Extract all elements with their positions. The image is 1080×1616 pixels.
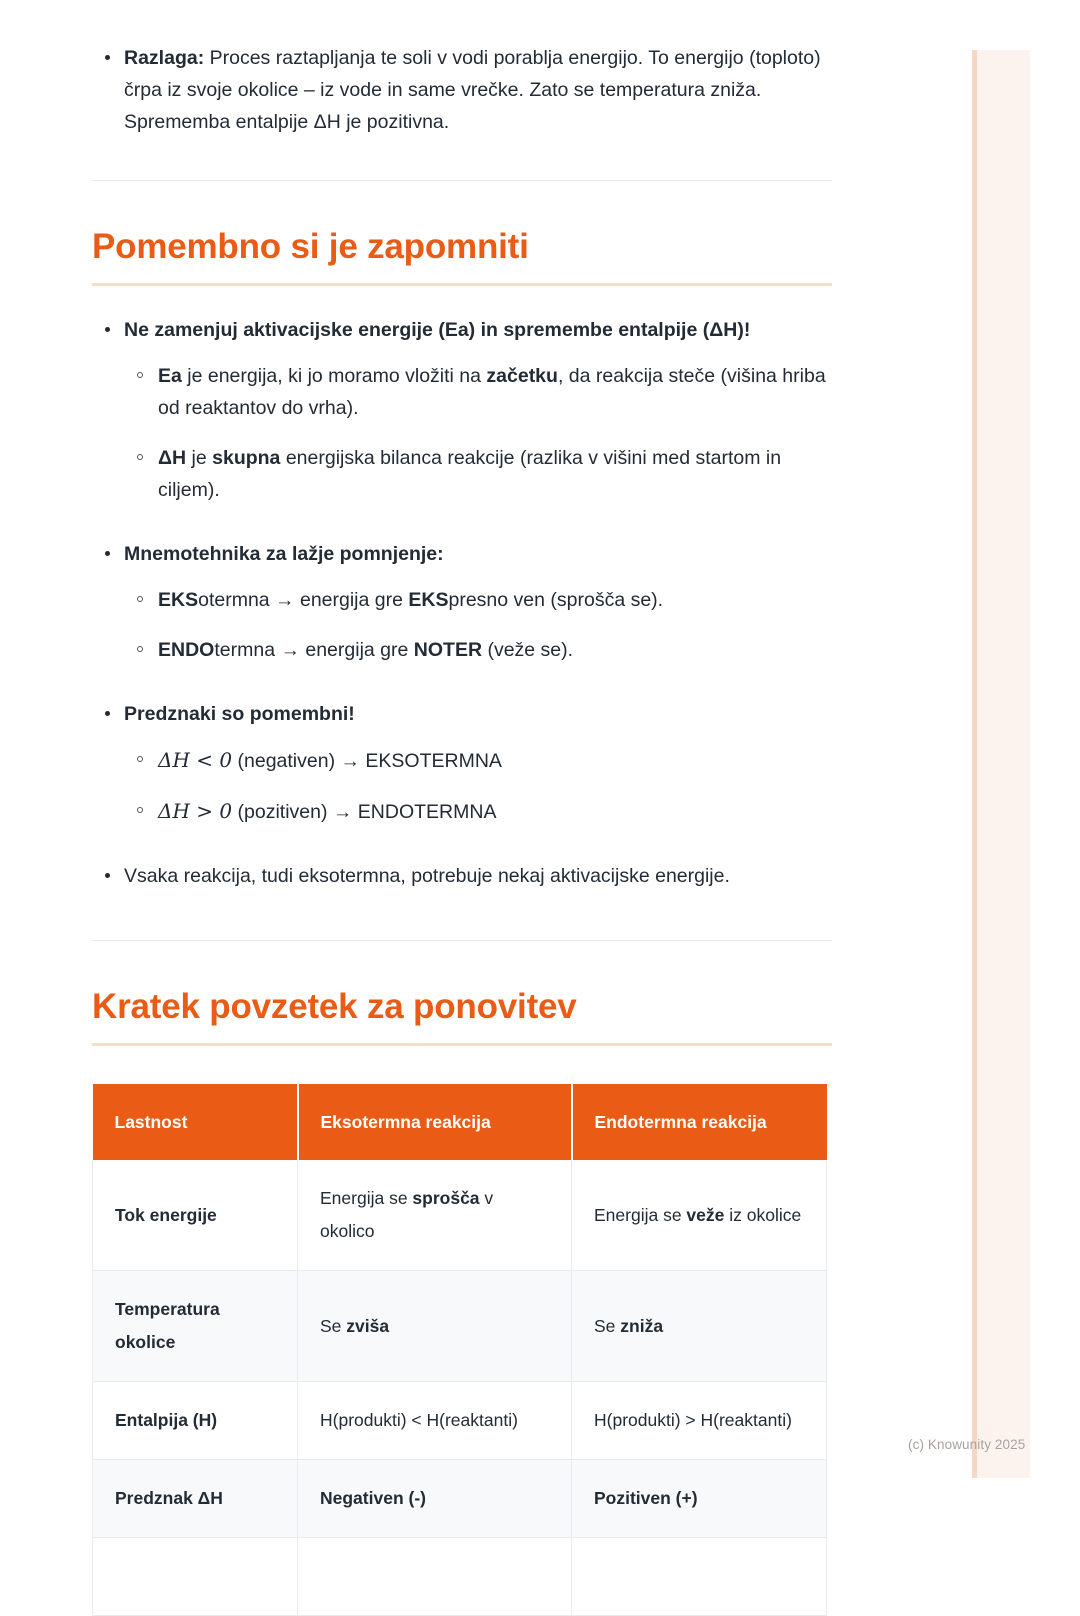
math-operator: < 0 [189,748,233,772]
table-body [93,1160,827,1616]
list-item [92,860,832,892]
intro-bullet-body: Proces raztapljanja te soli v vodi porablja energijo. To energijo (toploto) črpa iz svoje okolice – iz vode in same vrečke. Zato se temperatura zniža. Sprememba entalpije ΔH je pozitivna. [124,47,821,133]
cell-exothermic [298,1271,572,1382]
remember-sublist-2 [124,744,832,828]
cell-text-pre: Se [594,1315,621,1336]
table-row [93,1160,827,1271]
list-item [124,795,832,828]
cell-property: Temperatura okolice [93,1271,298,1382]
cell-property [93,1538,298,1616]
remember-sublist-0 [124,360,832,506]
summary-table [92,1084,827,1616]
column-header-property: Lastnost [93,1084,298,1160]
cell-text-bold: zniža [620,1315,664,1336]
table-header-row [93,1084,827,1160]
sub-bold-lead: Ea [158,365,182,387]
math-tail: (negativen) → EKSOTERMNA [232,750,502,772]
intro-bullet-text [124,47,821,133]
sub-item-text [158,589,663,611]
cell-exothermic [298,1538,572,1616]
cell-text-pre: Energija se [594,1204,687,1225]
cell-endothermic: Pozitiven (+) [572,1460,827,1538]
cell-property: Predznak ΔH [93,1460,298,1538]
sub-tail: , da reakcija steče (višina hriba od reaktantov do vrha). [158,365,826,419]
cell-text-bold: sprošča [412,1188,480,1208]
list-item [92,698,832,828]
sub-bold-mid: skupna [212,447,281,469]
math-symbol: ΔH [158,748,190,772]
remember-item-2-lead: Predznaki so pomembni! [124,703,355,725]
list-item [124,584,832,616]
sub-bold-mid: začetku [486,365,558,387]
list-item [124,744,832,777]
column-header-endothermic: Endotermna reakcija [572,1084,827,1160]
cell-text-bold: zviša [346,1315,390,1336]
table-row [93,1271,827,1382]
sub-item-text [158,447,781,501]
math-symbol: ΔH [158,799,190,823]
cell-endothermic [572,1538,827,1616]
math-tail: (pozitiven) → ENDOTERMNA [232,801,497,823]
sub-item-text [158,365,826,419]
list-item [124,360,832,424]
sub-mid: termna → energija gre [214,639,414,661]
cell-property: Tok energije [93,1160,298,1271]
table-row [93,1382,827,1460]
sub-bold-lead: EKS [158,589,199,611]
remember-list [92,314,832,892]
page-edge-strip [972,50,1030,1478]
remember-item-0-lead: Ne zamenjuj aktivacijske energije (Ea) in spremembe entalpije (ΔH)! [124,319,751,341]
cell-endothermic [572,1271,827,1382]
cell-text-pre: Se [320,1315,347,1336]
cell-text-post: v okolico [320,1188,494,1241]
list-item [92,314,832,506]
content-column [92,0,832,1616]
cell-endothermic [572,1160,827,1271]
sub-item-text [158,639,573,661]
sub-tail: (veže se). [482,639,574,661]
table-row [93,1460,827,1538]
cell-exothermic: H(produkti) < H(reaktanti) [298,1382,572,1460]
list-item [92,42,832,138]
sub-item-math [158,750,502,772]
sub-bold-mid: NOTER [413,639,483,661]
list-item [124,442,832,506]
cell-property: Entalpija (H) [93,1382,298,1460]
math-operator: > 0 [189,799,233,823]
sub-mid: je energija, ki jo moramo vložiti na [181,365,487,387]
copyright-watermark: (c) Knowunity 2025 [908,1437,1026,1452]
table-header [93,1084,827,1160]
remember-item-1-lead: Mnemotehnika za lažje pomnjenje: [124,543,444,565]
sub-mid: otermna → energija gre [198,589,409,611]
sub-tail: presno ven (sprošča se). [448,589,664,611]
page-edge-strip-line [972,50,977,1478]
intro-list [92,42,832,138]
list-item [124,634,832,666]
table-row [93,1538,827,1616]
sub-bold-lead: ΔH [158,447,187,469]
sub-tail: energijska bilanca reakcije (razlika v višini med startom in ciljem). [158,447,782,501]
page-title-summary: Kratek povzetek za ponovitev [92,987,577,1026]
list-item [92,538,832,666]
cell-text-bold: veže [686,1204,725,1225]
sub-bold-lead: ENDO [158,639,215,661]
intro-bullet-label: Razlaga: [124,47,205,69]
cell-text-post: iz okolice [724,1204,802,1225]
cell-endothermic: H(produkti) > H(reaktanti) [572,1382,827,1460]
remember-sublist-1 [124,584,832,666]
sub-item-math [158,801,496,823]
remember-closing-item: Vsaka reakcija, tudi eksotermna, potrebuje nekaj aktivacijske energije. [124,865,730,887]
column-header-exothermic: Eksotermna reakcija [298,1084,572,1160]
page-title-remember: Pomembno si je zapomniti [92,227,529,266]
sub-bold-mid: EKS [408,589,449,611]
cell-exothermic: Negativen (-) [298,1460,572,1538]
cell-exothermic [298,1160,572,1271]
cell-text-pre: Energija se [320,1188,413,1208]
sub-mid: je [186,447,213,469]
